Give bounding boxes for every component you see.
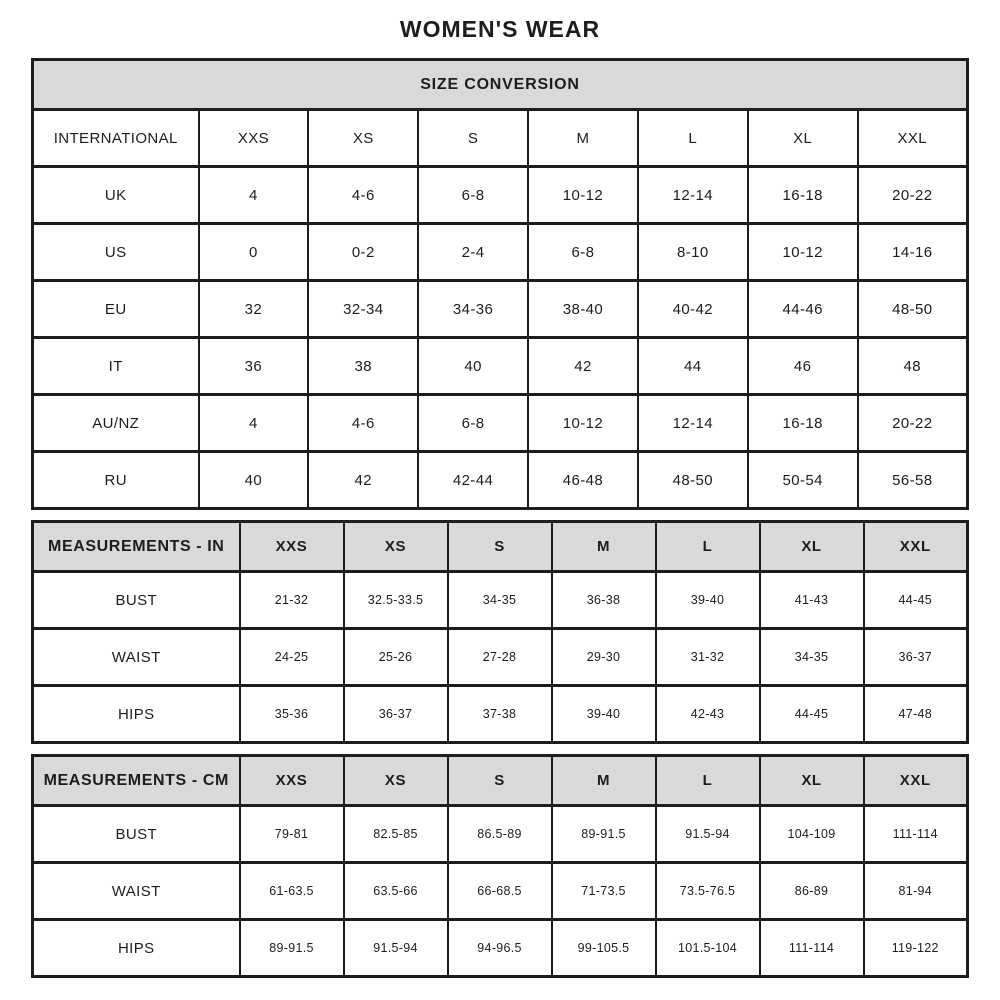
table-cell: 12-14	[638, 395, 748, 452]
table-row	[33, 629, 968, 686]
row-label-waist: WAIST	[33, 863, 240, 920]
table-cell: 32	[199, 281, 309, 338]
col-header-s: S	[418, 110, 528, 167]
row-label-bust: BUST	[33, 806, 240, 863]
table-cell: 36-37	[344, 686, 448, 743]
table-cell: 39-40	[656, 572, 760, 629]
table-cell: 34-36	[418, 281, 528, 338]
table-cell: 16-18	[748, 395, 858, 452]
table-cell: 79-81	[240, 806, 344, 863]
row-label-uk: UK	[33, 167, 199, 224]
col-header-s: S	[448, 756, 552, 806]
table-cell: 66-68.5	[448, 863, 552, 920]
table-cell: 4-6	[308, 167, 418, 224]
table-cell: 8-10	[638, 224, 748, 281]
table-cell: 42	[528, 338, 638, 395]
table-cell: 48-50	[638, 452, 748, 509]
table-cell: 40	[199, 452, 309, 509]
table-cell: 16-18	[748, 167, 858, 224]
table-cell: 10-12	[528, 167, 638, 224]
table-cell: 32.5-33.5	[344, 572, 448, 629]
col-header-xs: XS	[308, 110, 418, 167]
table-row	[33, 920, 968, 977]
table-cell: 119-122	[864, 920, 968, 977]
table-cell: 42-43	[656, 686, 760, 743]
table-cell: 56-58	[858, 452, 968, 509]
table-cell: 111-114	[864, 806, 968, 863]
col-header-xxl: XXL	[864, 522, 968, 572]
table-cell: 61-63.5	[240, 863, 344, 920]
col-header-xxs: XXS	[240, 756, 344, 806]
table-row	[33, 522, 968, 572]
table-row	[33, 452, 968, 509]
col-header-xs: XS	[344, 756, 448, 806]
table-cell: 0	[199, 224, 309, 281]
table-row	[33, 167, 968, 224]
size-conversion-table	[31, 58, 969, 510]
page-title: WOMEN'S WEAR	[399, 16, 601, 42]
table-cell: 42-44	[418, 452, 528, 509]
measurements-cm-table	[31, 754, 969, 978]
table-cell: 91.5-94	[344, 920, 448, 977]
col-header-xs: XS	[344, 522, 448, 572]
table-cell: 29-30	[552, 629, 656, 686]
table-row	[33, 572, 968, 629]
table-cell: 10-12	[528, 395, 638, 452]
table-cell: 4-6	[308, 395, 418, 452]
table-cell: 42	[308, 452, 418, 509]
table-cell: 44-46	[748, 281, 858, 338]
table-cell: 94-96.5	[448, 920, 552, 977]
table-cell: 89-91.5	[240, 920, 344, 977]
table-cell: 36-38	[552, 572, 656, 629]
table-row	[33, 60, 968, 110]
table-cell: 39-40	[552, 686, 656, 743]
col-header-m: M	[528, 110, 638, 167]
table-cell: 104-109	[760, 806, 864, 863]
row-label-hips: HIPS	[33, 920, 240, 977]
table-cell: 81-94	[864, 863, 968, 920]
table-cell: 44-45	[864, 572, 968, 629]
table-cell: 37-38	[448, 686, 552, 743]
col-header-xl: XL	[748, 110, 858, 167]
col-header-xxl: XXL	[864, 756, 968, 806]
row-label-hips: HIPS	[33, 686, 240, 743]
table-cell: 47-48	[864, 686, 968, 743]
table-cell: 14-16	[858, 224, 968, 281]
table-cell: 86.5-89	[448, 806, 552, 863]
table-row	[33, 338, 968, 395]
row-label-aunz: AU/NZ	[33, 395, 199, 452]
table-cell: 6-8	[418, 395, 528, 452]
table-cell: 44	[638, 338, 748, 395]
table-cell: 91.5-94	[656, 806, 760, 863]
table-cell: 35-36	[240, 686, 344, 743]
table-cell: 40-42	[638, 281, 748, 338]
table-row	[33, 806, 968, 863]
table-row	[33, 281, 968, 338]
table-cell: 40	[418, 338, 528, 395]
row-label-eu: EU	[33, 281, 199, 338]
row-label-it: IT	[33, 338, 199, 395]
table-cell: 21-32	[240, 572, 344, 629]
table-cell: 4	[199, 395, 309, 452]
col-header-international: INTERNATIONAL	[33, 110, 199, 167]
table-cell: 20-22	[858, 395, 968, 452]
table-row	[33, 395, 968, 452]
table-cell: 6-8	[528, 224, 638, 281]
measurements-cm-title: MEASUREMENTS - CM	[33, 756, 240, 806]
col-header-m: M	[552, 756, 656, 806]
table-cell: 50-54	[748, 452, 858, 509]
table-cell: 24-25	[240, 629, 344, 686]
col-header-l: L	[638, 110, 748, 167]
table-cell: 73.5-76.5	[656, 863, 760, 920]
table-cell: 34-35	[448, 572, 552, 629]
col-header-l: L	[656, 756, 760, 806]
table-cell: 4	[199, 167, 309, 224]
table-row	[33, 863, 968, 920]
table-cell: 36	[199, 338, 309, 395]
table-cell: 41-43	[760, 572, 864, 629]
table-cell: 32-34	[308, 281, 418, 338]
table-cell: 20-22	[858, 167, 968, 224]
col-header-xxl: XXL	[858, 110, 968, 167]
measurements-in-table	[31, 520, 969, 744]
col-header-s: S	[448, 522, 552, 572]
table-cell: 38	[308, 338, 418, 395]
row-label-us: US	[33, 224, 199, 281]
table-cell: 25-26	[344, 629, 448, 686]
table-row	[33, 224, 968, 281]
table-cell: 34-35	[760, 629, 864, 686]
size-conversion-title: SIZE CONVERSION	[33, 60, 968, 110]
col-header-xxs: XXS	[240, 522, 344, 572]
table-row	[33, 686, 968, 743]
table-cell: 10-12	[748, 224, 858, 281]
table-cell: 0-2	[308, 224, 418, 281]
table-cell: 101.5-104	[656, 920, 760, 977]
col-header-xxs: XXS	[199, 110, 309, 167]
table-cell: 71-73.5	[552, 863, 656, 920]
table-row	[33, 756, 968, 806]
table-cell: 46-48	[528, 452, 638, 509]
table-cell: 27-28	[448, 629, 552, 686]
measurements-in-title: MEASUREMENTS - IN	[33, 522, 240, 572]
col-header-xl: XL	[760, 522, 864, 572]
col-header-m: M	[552, 522, 656, 572]
table-cell: 99-105.5	[552, 920, 656, 977]
table-cell: 48	[858, 338, 968, 395]
col-header-l: L	[656, 522, 760, 572]
table-cell: 48-50	[858, 281, 968, 338]
table-cell: 89-91.5	[552, 806, 656, 863]
table-cell: 12-14	[638, 167, 748, 224]
table-cell: 44-45	[760, 686, 864, 743]
row-label-ru: RU	[33, 452, 199, 509]
row-label-waist: WAIST	[33, 629, 240, 686]
col-header-xl: XL	[760, 756, 864, 806]
table-cell: 86-89	[760, 863, 864, 920]
row-label-bust: BUST	[33, 572, 240, 629]
table-cell: 31-32	[656, 629, 760, 686]
table-cell: 46	[748, 338, 858, 395]
table-cell: 36-37	[864, 629, 968, 686]
table-cell: 6-8	[418, 167, 528, 224]
table-cell: 82.5-85	[344, 806, 448, 863]
table-row	[33, 110, 968, 167]
table-cell: 63.5-66	[344, 863, 448, 920]
table-cell: 2-4	[418, 224, 528, 281]
table-cell: 38-40	[528, 281, 638, 338]
table-cell: 111-114	[760, 920, 864, 977]
